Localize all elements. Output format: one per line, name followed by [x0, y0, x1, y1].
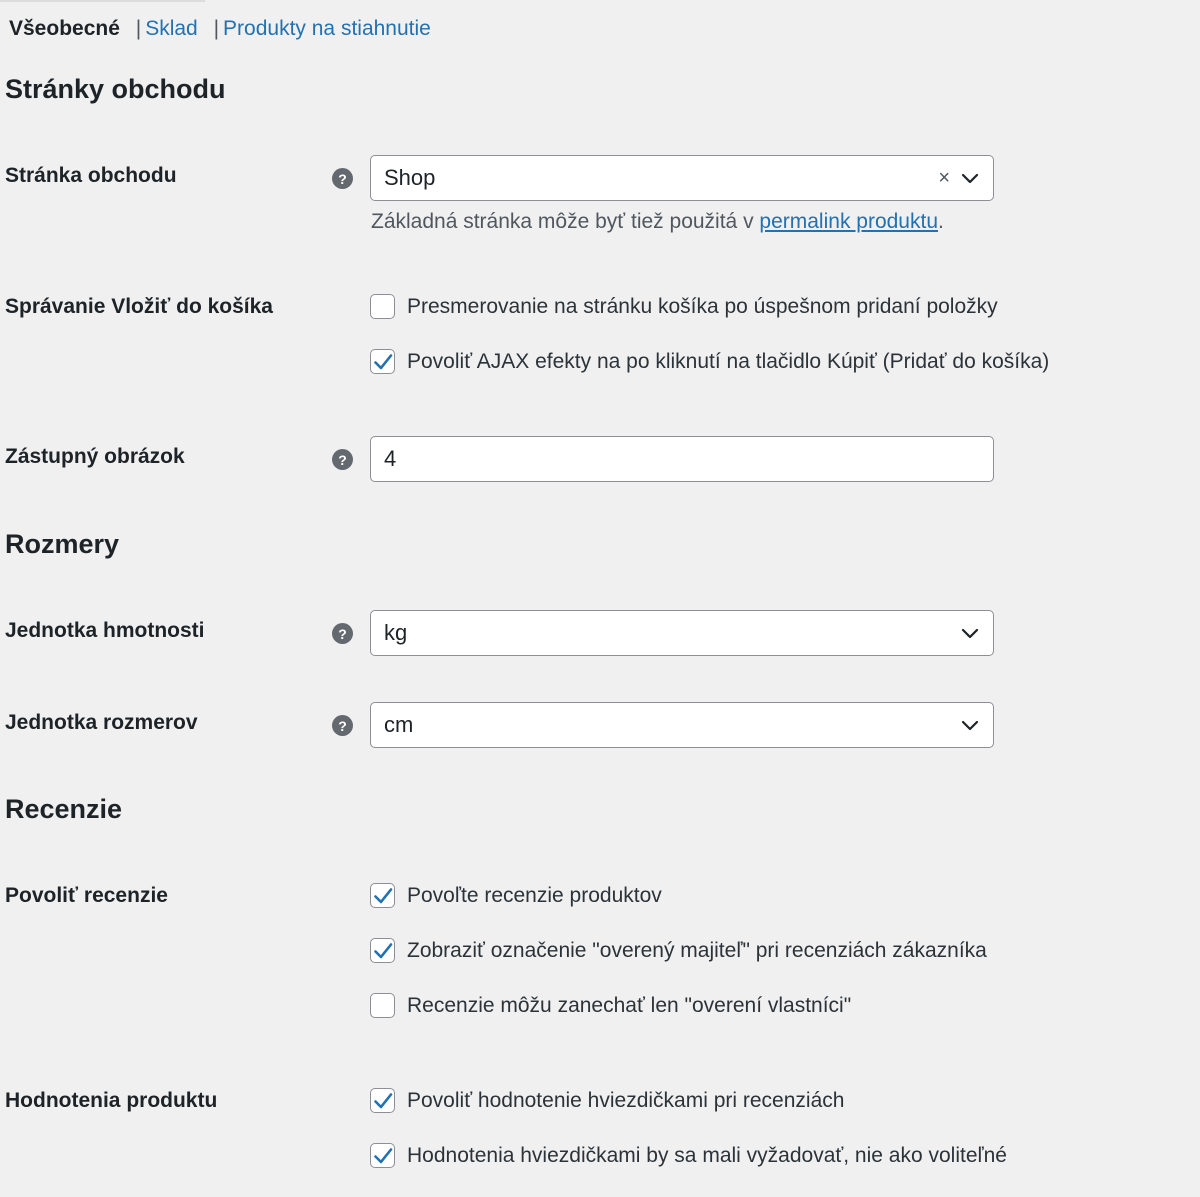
- placeholder-image-input[interactable]: [384, 446, 980, 472]
- shop-page-select[interactable]: [370, 155, 994, 201]
- placeholder-image-field[interactable]: [370, 436, 994, 482]
- help-icon[interactable]: ?: [332, 449, 353, 470]
- enable-reviews-label: Povoliť recenzie: [5, 884, 168, 907]
- checkbox-label: Presmerovanie na stránku košíka po úspešnom pridaní položky: [407, 294, 998, 318]
- tab-underline: [0, 0, 205, 2]
- section-title-shop-pages: Stránky obchodu: [5, 74, 226, 104]
- checkbox-label: Hodnotenia hviezdičkami by sa mali vyžadovať, nie ako voliteľné: [407, 1143, 1007, 1167]
- weight-unit-value: kg: [384, 620, 408, 645]
- checkbox-label: Povoliť hodnotenie hviezdičkami pri recenziách: [407, 1088, 845, 1112]
- checkbox-unchecked-icon[interactable]: [370, 294, 395, 319]
- checkbox-checked-icon[interactable]: [370, 1088, 395, 1113]
- checkbox-checked-icon[interactable]: [370, 938, 395, 963]
- checkbox-label: Povoliť AJAX efekty na po kliknutí na tlačidlo Kúpiť (Pridať do košíka): [407, 349, 1050, 373]
- ajax-add-to-cart-checkbox[interactable]: [370, 349, 1049, 374]
- chevron-down-icon: [960, 715, 980, 735]
- checkbox-checked-icon[interactable]: [370, 1143, 395, 1168]
- weight-unit-select[interactable]: [370, 610, 994, 656]
- dimension-unit-select[interactable]: [370, 702, 994, 748]
- shop-page-description: [371, 210, 944, 234]
- settings-subnav: [9, 17, 431, 41]
- help-icon[interactable]: ?: [332, 623, 353, 644]
- subnav-separator: |: [135, 17, 142, 40]
- clear-selection-icon[interactable]: ×: [938, 166, 950, 189]
- chevron-down-icon: [960, 168, 980, 188]
- weight-unit-label: Jednotka hmotnosti: [5, 619, 205, 642]
- section-title-dimensions: Rozmery: [5, 529, 120, 559]
- product-ratings-label: Hodnotenia produktu: [5, 1089, 218, 1112]
- enable-product-reviews-checkbox[interactable]: [370, 883, 662, 908]
- checkbox-label: Zobraziť označenie "overený majiteľ" pri recenziách zákazníka: [407, 938, 987, 962]
- subnav-current-general: Všeobecné: [9, 17, 120, 40]
- help-icon[interactable]: ?: [332, 168, 353, 189]
- dimension-unit-label: Jednotka rozmerov: [5, 711, 198, 734]
- subnav-separator: |: [213, 17, 220, 40]
- dimension-unit-value: cm: [384, 712, 414, 737]
- subnav-link-downloadable[interactable]: Produkty na stiahnutie: [223, 17, 431, 40]
- verified-owner-label-checkbox[interactable]: [370, 938, 987, 963]
- add-to-cart-label: Správanie Vložiť do košíka: [5, 295, 273, 318]
- description-text: Základná stránka môže byť tiež použitá v: [371, 210, 760, 233]
- section-title-reviews: Recenzie: [5, 794, 123, 824]
- star-rating-required-checkbox[interactable]: [370, 1143, 1007, 1168]
- checkbox-unchecked-icon[interactable]: [370, 993, 395, 1018]
- checkbox-checked-icon[interactable]: [370, 883, 395, 908]
- shop-page-value: Shop: [384, 165, 436, 190]
- shop-page-label: Stránka obchodu: [5, 164, 177, 187]
- chevron-down-icon: [960, 623, 980, 643]
- checkbox-label: Recenzie môžu zanechať len "overení vlastníci": [407, 993, 852, 1017]
- checkbox-label: Povoľte recenzie produktov: [407, 883, 662, 907]
- permalink-link[interactable]: permalink produktu: [759, 210, 938, 233]
- help-icon[interactable]: ?: [332, 715, 353, 736]
- placeholder-image-label: Zástupný obrázok: [5, 445, 185, 468]
- verified-owners-only-checkbox[interactable]: [370, 993, 851, 1018]
- subnav-link-inventory[interactable]: Sklad: [145, 17, 198, 40]
- redirect-to-cart-checkbox[interactable]: [370, 294, 998, 319]
- enable-star-rating-checkbox[interactable]: [370, 1088, 844, 1113]
- checkbox-checked-icon[interactable]: [370, 349, 395, 374]
- description-suffix: .: [938, 210, 944, 233]
